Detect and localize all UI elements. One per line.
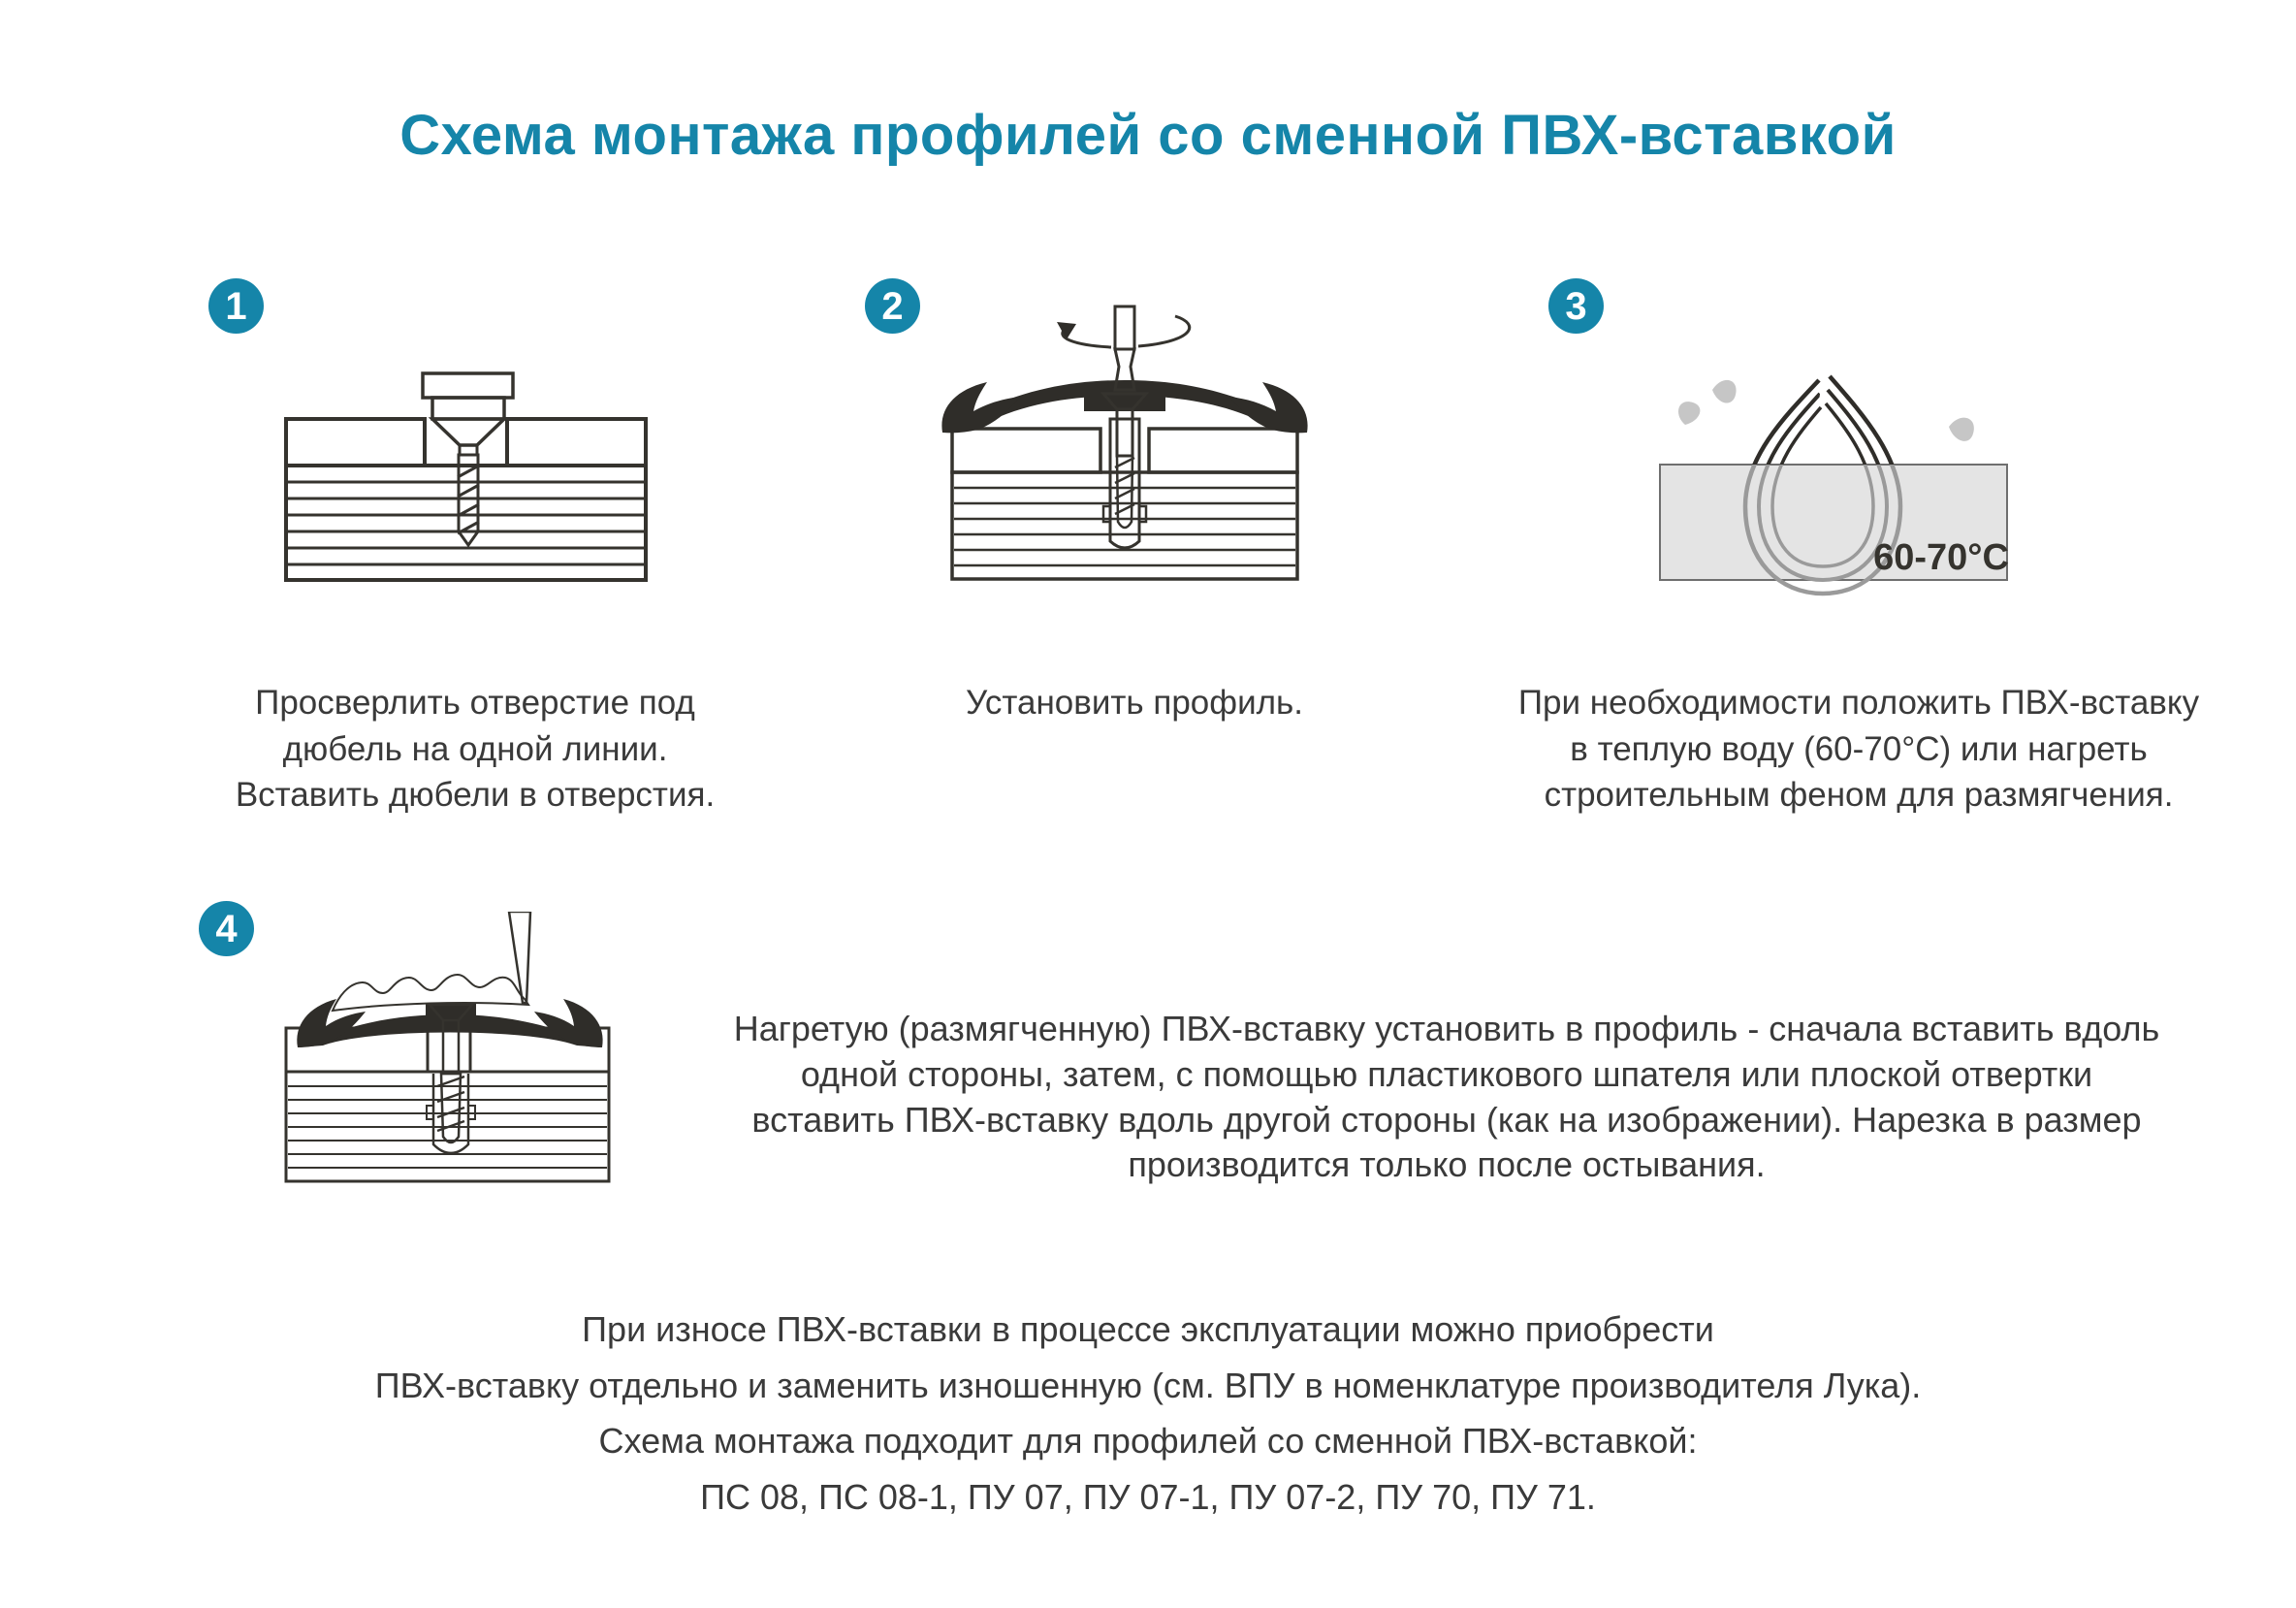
step-3-caption: При необходимости положить ПВХ-вставку в теплую воду (60-70°С) или нагреть строительным феном для размягчения.: [1517, 684, 2200, 815]
step-2-illustration: [911, 301, 1319, 635]
floor-base: [286, 466, 646, 580]
footer-line-1: При износе ПВХ-вставки в процессе эксплуатации можно приобрести: [582, 1309, 1714, 1349]
insert-install-diagram: [274, 912, 623, 1193]
step-1-illustration: [271, 369, 679, 635]
profile-icon: [297, 999, 602, 1047]
floor-covering-left: [286, 419, 425, 466]
step-1-caption: Просверлить отверстие под дюбель на одной линии. Вставить дюбели в отверстия.: [235, 684, 716, 815]
page-title: Схема монтажа профилей со сменной ПВХ-вставкой: [399, 104, 1897, 167]
floor-covering-right: [1149, 429, 1297, 472]
drill-bit-icon: [423, 373, 513, 455]
screw-lower: [437, 1074, 464, 1142]
step-2-caption: Установить профиль.: [965, 684, 1304, 722]
footer-line-2: ПВХ-вставку отдельно и заменить изношенную (см. ВПУ в номенклатуре производителя Лука).: [374, 1365, 1922, 1405]
footer-line-3: Схема монтажа подходит для профилей со сменной ПВХ-вставкой:: [598, 1421, 1698, 1462]
step-1-badge: 1: [208, 278, 264, 334]
splash-drops-icon: [1678, 380, 1974, 441]
step-4-caption: Нагретую (размягченную) ПВХ-вставку установить в профиль - сначала вставить вдоль одной стороны, затем, с помощью пластикового шпателя или плоской отвертки вставить ПВХ-вставку вдоль другой стороны (как на изображении). Нарезка в размер производится только после остывания.: [733, 1009, 2160, 1185]
drill-hole-diagram: [271, 369, 679, 630]
water-temperature-label: 60-70°C: [1873, 537, 2009, 578]
water-bath-diagram: [1629, 369, 2114, 640]
footer-note: [0, 1302, 2296, 1525]
floor-covering-left: [952, 429, 1100, 472]
step-2-badge: 2: [865, 278, 920, 334]
screwdriver-icon: [509, 912, 530, 1003]
screwdriver-icon: [1057, 306, 1190, 390]
footer-line-4: ПС 08, ПС 08-1, ПУ 07, ПУ 07-1, ПУ 07-2, ПУ 70, ПУ 71.: [700, 1476, 1596, 1517]
step-4-illustration: [274, 912, 623, 1198]
floor-base: [952, 472, 1297, 579]
profile-icon: [941, 380, 1307, 433]
profile-install-diagram: [911, 301, 1319, 630]
step-3-badge: 3: [1548, 278, 1604, 334]
step-3-illustration: [1629, 369, 2114, 645]
step-4-badge: 4: [199, 901, 254, 956]
floor-covering-right: [507, 419, 646, 466]
